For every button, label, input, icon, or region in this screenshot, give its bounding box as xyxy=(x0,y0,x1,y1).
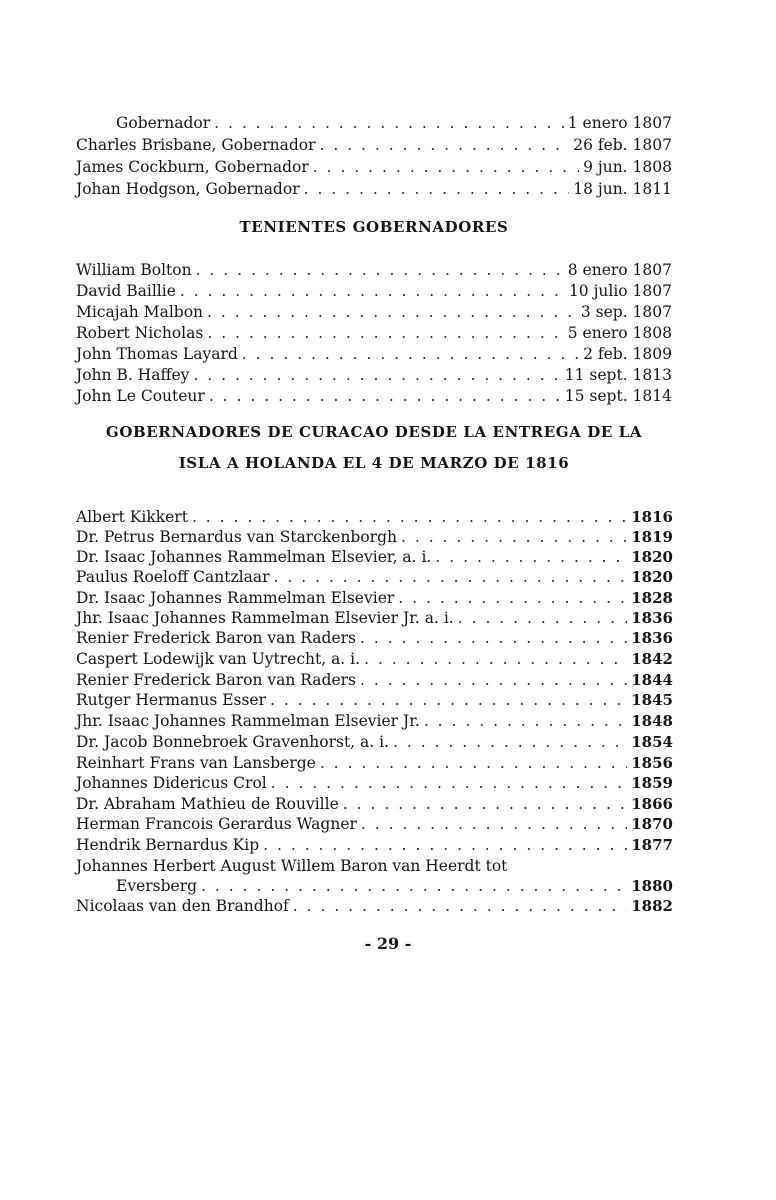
entry-name: Reinhart Frans van Lansberge xyxy=(76,754,316,772)
leader-dots xyxy=(274,566,628,588)
entry-name: Jhr. Isaac Johannes Rammelman Elsevier Jr. a. i. xyxy=(76,609,454,627)
section-heading-curacao-line2: ISLA A HOLANDA EL 4 DE MARZO DE 1816 xyxy=(178,454,570,472)
curacao-governor-entry xyxy=(76,506,673,528)
leader-dots xyxy=(207,322,563,344)
leader-dots xyxy=(398,587,627,609)
governor-entry xyxy=(76,178,672,200)
entry-date: 26 feb. 1807 xyxy=(573,136,672,154)
curacao-governor-entry xyxy=(76,587,673,609)
curacao-governor-entry xyxy=(76,710,673,732)
leader-dots xyxy=(320,752,627,774)
entry-year: 1859 xyxy=(631,774,673,792)
entry-date: 8 enero 1807 xyxy=(567,261,672,279)
entry-year: 1845 xyxy=(631,691,673,709)
leader-dots xyxy=(271,772,628,794)
leader-dots xyxy=(401,526,627,548)
curacao-governor-entry xyxy=(76,731,673,753)
governor-entry xyxy=(76,112,672,134)
entry-date: 15 sept. 1814 xyxy=(564,387,672,405)
entry-year: 1880 xyxy=(631,877,673,895)
entry-name: John B. Haffey xyxy=(76,366,190,384)
leader-dots xyxy=(435,546,627,568)
entry-name: Johannes Didericus Crol xyxy=(76,774,267,792)
entry-year: 1819 xyxy=(631,528,673,546)
entry-year: 1816 xyxy=(631,508,673,526)
curacao-governor-entry xyxy=(76,772,673,794)
curacao-governor-entry xyxy=(76,813,673,835)
leader-dots xyxy=(313,156,579,178)
section-heading-curacao-line1: GOBERNADORES DE CURACAO DESDE LA ENTREGA DE LA xyxy=(105,423,643,441)
curacao-governor-entry xyxy=(76,669,673,691)
curacao-governor-entry xyxy=(76,627,673,649)
entry-name: Charles Brisbane, Gobernador xyxy=(76,136,316,154)
curacao-governor-entry xyxy=(76,895,673,917)
leader-dots xyxy=(201,875,627,897)
entry-name: Albert Kikkert xyxy=(76,508,188,526)
leader-dots xyxy=(458,607,628,629)
entry-name: Paulus Roeloff Cantzlaar xyxy=(76,568,270,586)
entry-name: Renier Frederick Baron van Raders xyxy=(76,671,357,689)
curacao-governor-entry xyxy=(76,607,673,629)
entry-date: 5 enero 1808 xyxy=(567,324,672,342)
governor-entry xyxy=(76,134,672,156)
leader-dots xyxy=(304,178,570,200)
entry-year: 1844 xyxy=(631,671,673,689)
leader-dots xyxy=(193,364,560,386)
entry-date: 18 jun. 1811 xyxy=(573,180,672,198)
leader-dots xyxy=(360,627,627,649)
entry-name: Robert Nicholas xyxy=(76,324,204,342)
leader-dots xyxy=(320,134,570,156)
entry-name: James Cockburn, Gobernador xyxy=(76,158,309,176)
leader-dots xyxy=(360,669,627,691)
curacao-governor-entry xyxy=(76,834,673,856)
entry-date: 1 enero 1807 xyxy=(567,114,672,132)
entry-name: Dr. Petrus Bernardus van Starckenborgh xyxy=(76,528,397,546)
lieutenant-entry xyxy=(76,322,672,344)
entry-date: 2 feb. 1809 xyxy=(583,345,672,363)
lieutenant-entry xyxy=(76,280,672,302)
leader-dots xyxy=(364,648,627,670)
section-heading-tenientes: TENIENTES GOBERNADORES xyxy=(239,218,509,236)
entry-date: 10 julio 1807 xyxy=(568,282,672,300)
leader-dots xyxy=(209,385,561,407)
entry-year: 1820 xyxy=(631,568,673,586)
entry-name: Herman Francois Gerardus Wagner xyxy=(76,815,357,833)
leader-dots xyxy=(196,259,564,281)
entry-year: 1882 xyxy=(631,897,673,915)
entry-name: Gobernador xyxy=(116,114,211,132)
entry-year: 1820 xyxy=(631,548,673,566)
leader-dots xyxy=(192,506,627,528)
entry-name: Dr. Jacob Bonnebroek Gravenhorst, a. i. xyxy=(76,733,390,751)
entry-year: 1877 xyxy=(631,836,673,854)
curacao-governor-entry xyxy=(76,648,673,670)
entry-name: Nicolaas van den Brandhof xyxy=(76,897,289,915)
entry-name: David Baillie xyxy=(76,282,176,300)
leader-dots xyxy=(242,343,579,365)
entry-name: Dr. Isaac Johannes Rammelman Elsevier xyxy=(76,589,395,607)
entry-date: 3 sep. 1807 xyxy=(580,303,672,321)
entry-year: 1870 xyxy=(631,815,673,833)
entry-year: 1842 xyxy=(631,650,673,668)
entry-name: John Thomas Layard xyxy=(76,345,238,363)
entry-name: Renier Frederick Baron van Raders xyxy=(76,629,357,647)
curacao-governor-entry xyxy=(76,752,673,774)
entry-name: Johan Hodgson, Gobernador xyxy=(76,180,300,198)
entry-year: 1866 xyxy=(631,795,673,813)
entry-name: Hendrik Bernardus Kip xyxy=(76,836,260,854)
curacao-governor-entry xyxy=(76,875,673,897)
leader-dots xyxy=(343,793,627,815)
entry-name: Caspert Lodewijk van Uytrecht, a. i. xyxy=(76,650,361,668)
entry-name: John Le Couteur xyxy=(76,387,205,405)
entry-name: Eversberg xyxy=(116,877,198,895)
curacao-governor-entry xyxy=(76,566,673,588)
entry-date: 9 jun. 1808 xyxy=(583,158,672,176)
leader-dots xyxy=(270,689,627,711)
leader-dots xyxy=(293,895,627,917)
entry-date: 11 sept. 1813 xyxy=(564,366,672,384)
curacao-governor-entry xyxy=(76,546,673,568)
curacao-governor-entry xyxy=(76,793,673,815)
entry-name: Dr. Isaac Johannes Rammelman Elsevier, a. i. xyxy=(76,548,432,566)
long-entry-first-line: Johannes Herbert August Willem Baron van Heerdt tot xyxy=(76,857,508,875)
governor-entry xyxy=(76,156,672,178)
lieutenant-entry xyxy=(76,364,672,386)
curacao-governor-entry xyxy=(76,689,673,711)
entry-year: 1856 xyxy=(631,754,673,772)
entry-name: William Bolton xyxy=(76,261,192,279)
lieutenant-entry xyxy=(76,385,672,407)
entry-year: 1836 xyxy=(631,609,673,627)
leader-dots xyxy=(263,834,627,856)
page-number: - 29 - xyxy=(364,934,412,953)
entry-name: Dr. Abraham Mathieu de Rouville xyxy=(76,795,339,813)
entry-name: Jhr. Isaac Johannes Rammelman Elsevier Jr. xyxy=(76,712,420,730)
entry-name: Rutger Hermanus Esser xyxy=(76,691,267,709)
entry-year: 1848 xyxy=(631,712,673,730)
entry-year: 1828 xyxy=(631,589,673,607)
leader-dots xyxy=(393,731,627,753)
entry-year: 1836 xyxy=(631,629,673,647)
entry-name: Micajah Malbon xyxy=(76,303,204,321)
leader-dots xyxy=(361,813,627,835)
leader-dots xyxy=(207,301,577,323)
lieutenant-entry xyxy=(76,259,672,281)
entry-year: 1854 xyxy=(631,733,673,751)
leader-dots xyxy=(424,710,627,732)
lieutenant-entry xyxy=(76,301,672,323)
leader-dots xyxy=(214,112,564,134)
curacao-governor-entry xyxy=(76,526,673,548)
lieutenant-entry xyxy=(76,343,672,365)
leader-dots xyxy=(180,280,565,302)
